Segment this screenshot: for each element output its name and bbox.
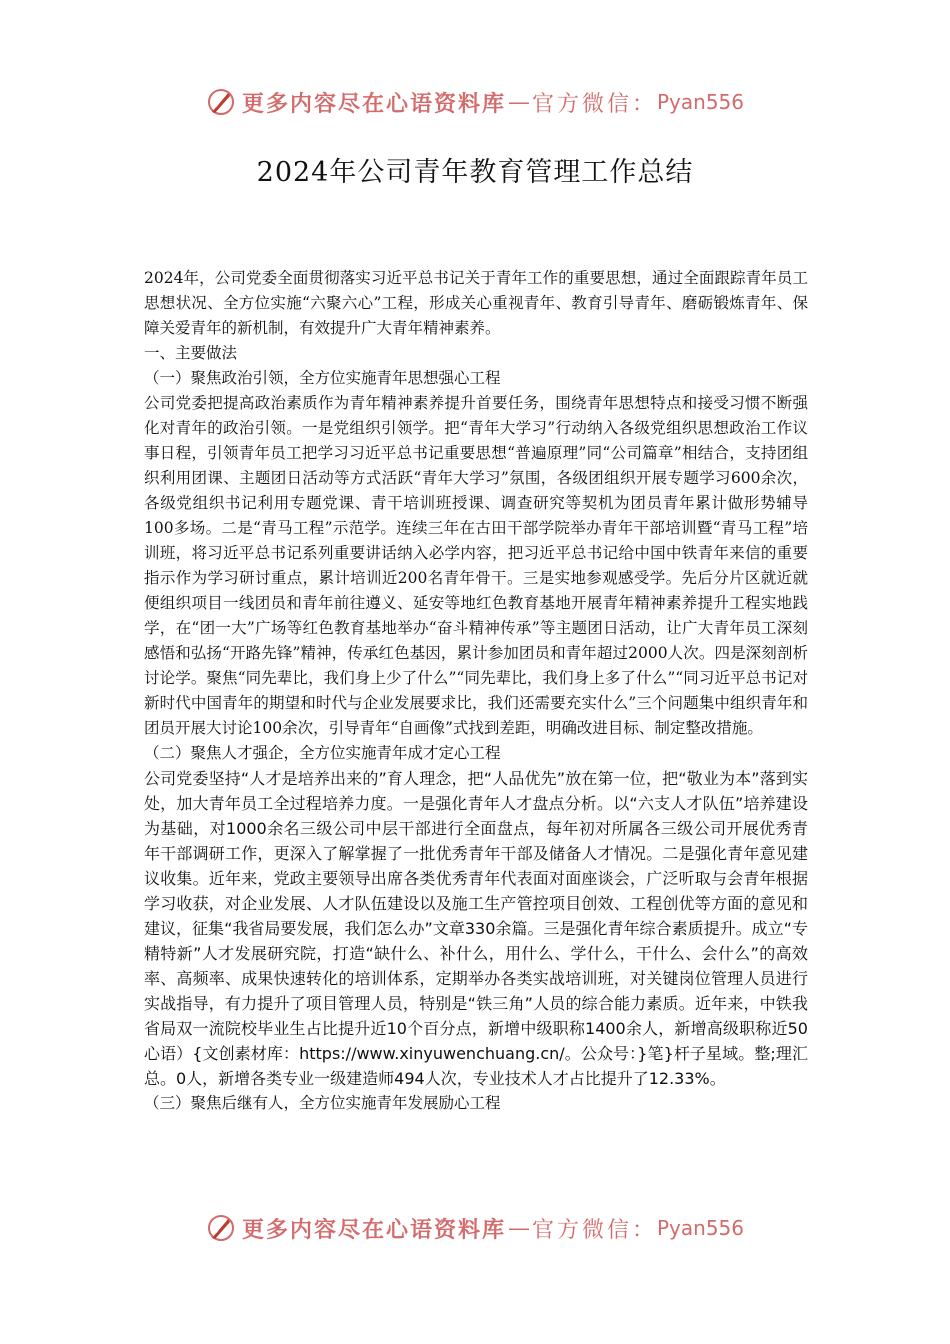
header-banner xyxy=(0,82,950,122)
banner-wechat-label: 官方微信： xyxy=(531,91,657,117)
banner-brand: 更多内容尽在心语资料库 xyxy=(241,90,506,117)
subsection-body-2: 公司党委坚持“人才是培养出来的”育人理念，把“人品优先”放在第一位，把“敬业为本”落到实处，加大青年员工全过程培养力度。一是强化青年人才盘点分析。以“六支人才队伍”培养建设为基础，对1000余名三级公司中层干部进行全面盘点，每年初对所属各三级公司开展优秀青年干部调研工作，更深入了解掌握了一批优秀青年干部及储备人才情况。二是强化青年意见建议收集。近年来，党政主要领导出席各类优秀青年代表面对面座谈会，广泛听取与会青年根据学习收获，对企业发展、人才队伍建设以及施工生产管控项目创效、工程创优等方面的意见和建议，征集“我省局要发展，我们怎么办”文章330余篇。三是强化青年综合素质提升。成立“专精特新”人才发展研究院，打造“缺什么、补什么，用什么、学什么，干什么、会什么”的高效率、高频率、成果快速转化的培训体系，定期举办各类实战培训班，对关键岗位管理人员进行实战指导，有力提升了项目管理人员，特别是“铁三角”人员的综合能力素质。近年来，中铁我省局双一流院校毕业生占比提升近10个百分点，新增中级职称1400余人，新增高级职称近50心语）{文创素材库：https://www.xinyuwenchuang.cn/。公众号：}笔}杆子星域。整;理汇总。0人，新增各类专业一级建造师494人次，专业技术人才占比提升了12.33%。 xyxy=(144,769,808,1088)
banner-wechat-id: Pyan556 xyxy=(657,1216,745,1240)
banner-wechat-label: 官方微信： xyxy=(531,1217,657,1243)
quill-logo-icon xyxy=(206,1213,236,1243)
quill-logo-icon xyxy=(206,87,236,117)
page-title: 2024年公司青年教育管理工作总结 xyxy=(256,157,694,188)
subsection-heading-3: （三）聚焦后继有人，全方位实施青年发展励心工程 xyxy=(144,1094,501,1112)
section-heading-1: 一、主要做法 xyxy=(144,344,238,362)
intro-paragraph: 2024年，公司党委全面贯彻落实习近平总书记关于青年工作的重要思想，通过全面跟踪青年员工思想状况、全方位实施“六聚六心”工程，形成关心重视青年、教育引导青年、磨砺锻炼青年、保障关爱青年的新机制，有效提升广大青年精神素养。 xyxy=(144,269,808,337)
subsection-body-1: 公司党委把提高政治素质作为青年精神素养提升首要任务，围绕青年思想特点和接受习惯不断强化对青年的政治引领。一是党组织引领学。把“青年大学习”行动纳入各级党组织思想政治工作议事日程，引领青年员工把学习习近平总书记重要思想“普遍原理”同“公司篇章”相结合，支持团组织利用团课、主题团日活动等方式活跃“青年大学习”氛围，各级团组织开展专题学习600余次，各级党组织书记利用专题党课、青干培训班授课、调查研究等契机为团员青年累计做形势辅导100多场。二是“青马工程”示范学。连续三年在古田干部学院举办青年干部培训暨“青马工程”培训班，将习近平总书记系列重要讲话纳入必学内容，把习近平总书记给中国中铁青年来信的重要指示作为学习研讨重点，累计培训近200名青年骨干。三是实地参观感受学。先后分片区就近就便组织项目一线团员和青年前往遵义、延安等地红色教育基地开展青年精神素养提升工程实地践学，在“团一大”广场等红色教育基地举办“奋斗精神传承”等主题团日活动，让广大青年员工深刻感悟和弘扬“开路先锋”精神，传承红色基因，累计参加团员和青年超过2000人次。四是深刻剖析讨论学。聚焦“同先辈比，我们身上少了什么”“同先辈比，我们身上多了什么”“同习近平总书记对新时代中国青年的期望和时代与企业发展要求比，我们还需要充实什么”三个问题集中组织青年和团员开展大讨论100余次，引导青年“自画像”式找到差距，明确改进目标、制定整改措施。 xyxy=(144,394,808,737)
banner-wechat-id: Pyan556 xyxy=(657,90,745,114)
banner-separator: — xyxy=(507,1215,530,1241)
banner-brand: 更多内容尽在心语资料库 xyxy=(241,1216,506,1243)
footer-banner xyxy=(0,1208,950,1248)
subsection-heading-1: （一）聚焦政治引领，全方位实施青年思想强心工程 xyxy=(144,369,501,387)
subsection-heading-2: （二）聚焦人才强企，全方位实施青年成才定心工程 xyxy=(144,744,501,762)
banner-separator: — xyxy=(507,89,530,115)
document-body xyxy=(144,266,808,1116)
